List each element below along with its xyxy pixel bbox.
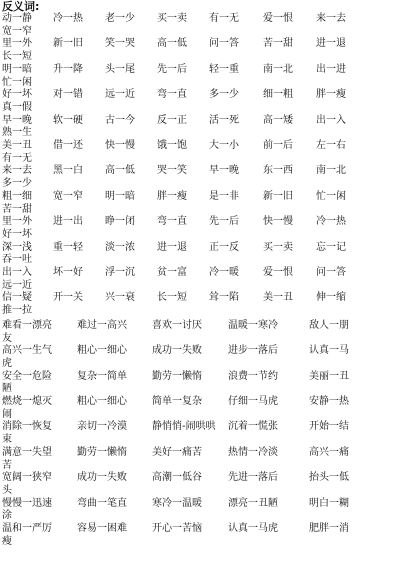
antonym-pair-long: 涂 bbox=[2, 510, 12, 521]
antonym-pair: 美一丑 bbox=[263, 292, 293, 303]
antonym-pair: 重一轻 bbox=[53, 242, 83, 253]
antonym-pair-long: 静悄悄-闹哄哄 bbox=[152, 421, 216, 432]
antonym-pair: 对一错 bbox=[53, 89, 83, 100]
antonym-pair: 明一暗 bbox=[2, 64, 32, 75]
antonym-pair-long: 苦 bbox=[2, 460, 12, 471]
antonym-pair: 弯一直 bbox=[157, 216, 187, 227]
antonym-pair: 先一后 bbox=[157, 64, 187, 75]
antonym-pair: 前一后 bbox=[263, 140, 293, 151]
antonym-pair: 爱一恨 bbox=[263, 13, 293, 24]
antonym-pair-long: 美丽一丑 bbox=[309, 371, 349, 382]
antonym-pair-long: 安全一危险 bbox=[2, 371, 52, 382]
antonym-pair: 买一卖 bbox=[263, 242, 293, 253]
antonym-pair: 贫一富 bbox=[157, 267, 187, 278]
antonym-pair: 里一外 bbox=[2, 216, 32, 227]
antonym-pair: 耸一陷 bbox=[209, 292, 239, 303]
antonym-pair-long: 简单一复杂 bbox=[152, 396, 202, 407]
antonym-pair: 老一少 bbox=[105, 13, 135, 24]
antonym-pair: 大一小 bbox=[209, 140, 239, 151]
antonym-pair-long: 寒冷一温暖 bbox=[152, 498, 202, 509]
antonym-pair: 高一低 bbox=[157, 38, 187, 49]
antonym-pair: 浮一沉 bbox=[105, 267, 135, 278]
antonym-pair: 信一疑 bbox=[2, 292, 32, 303]
page-title: 反义词: bbox=[2, 0, 40, 13]
antonym-pair: 远一近 bbox=[105, 89, 135, 100]
antonym-pair: 细一粗 bbox=[263, 89, 293, 100]
antonym-pair: 苦一甜 bbox=[2, 204, 32, 215]
antonym-pair-long: 粗心一细心 bbox=[77, 396, 127, 407]
antonym-pair-long: 亲切一冷漠 bbox=[77, 421, 127, 432]
antonym-pair: 熟一生 bbox=[2, 127, 32, 138]
antonym-pair: 忙一闲 bbox=[316, 191, 346, 202]
antonym-pair: 问一答 bbox=[209, 38, 239, 49]
antonym-pair: 多一少 bbox=[209, 89, 239, 100]
antonym-pair-long: 漂亮一丑陋 bbox=[228, 498, 278, 509]
antonym-pair: 是一非 bbox=[209, 191, 239, 202]
antonym-pair: 远一近 bbox=[2, 280, 32, 291]
antonym-pair: 出一进 bbox=[316, 64, 346, 75]
antonym-pair-long: 高兴一痛 bbox=[309, 447, 349, 458]
antonym-pair: 爱一恨 bbox=[263, 267, 293, 278]
antonym-pair: 好一坏 bbox=[2, 89, 32, 100]
antonym-pair: 兴一衰 bbox=[105, 292, 135, 303]
antonym-pair: 黑一白 bbox=[53, 165, 83, 176]
antonym-pair: 左一右 bbox=[316, 140, 346, 151]
antonym-pair: 淡一浓 bbox=[105, 242, 135, 253]
antonym-pair: 南一北 bbox=[263, 64, 293, 75]
antonym-pair-long: 难看一漂亮 bbox=[2, 320, 52, 331]
antonym-pair-long: 高兴一生气 bbox=[2, 345, 52, 356]
antonym-pair: 进一退 bbox=[316, 38, 346, 49]
antonym-pair: 粗一细 bbox=[2, 191, 32, 202]
antonym-pair: 明一暗 bbox=[105, 191, 135, 202]
antonym-pair: 快一慢 bbox=[263, 216, 293, 227]
antonym-pair: 早一晚 bbox=[209, 165, 239, 176]
antonym-pair-long: 友 bbox=[2, 333, 12, 344]
antonym-pair-long: 抬头一低 bbox=[309, 472, 349, 483]
antonym-pair: 好一坏 bbox=[2, 229, 32, 240]
antonym-pair-long: 满意一失望 bbox=[2, 447, 52, 458]
antonym-pair-long: 成功一失败 bbox=[152, 345, 202, 356]
antonym-pair: 问一答 bbox=[316, 267, 346, 278]
antonym-pair-long: 敌人一朋 bbox=[309, 320, 349, 331]
antonym-pair: 新一旧 bbox=[53, 38, 83, 49]
antonym-pair-long: 弯曲一笔直 bbox=[77, 498, 127, 509]
antonym-pair: 长一短 bbox=[157, 292, 187, 303]
antonym-pair-long: 复杂一简单 bbox=[77, 371, 127, 382]
antonym-pair: 出一入 bbox=[316, 115, 346, 126]
antonym-pair: 弯一直 bbox=[157, 89, 187, 100]
antonym-pair-long: 燃烧一熄灭 bbox=[2, 396, 52, 407]
antonym-pair: 忘一记 bbox=[316, 242, 346, 253]
antonym-pair-long: 沉着一慌张 bbox=[228, 421, 278, 432]
antonym-pair: 有一无 bbox=[2, 153, 32, 164]
antonym-pair: 借一还 bbox=[53, 140, 83, 151]
antonym-pair-long: 成功一失败 bbox=[77, 472, 127, 483]
antonym-pair-long: 认真一马 bbox=[309, 345, 349, 356]
antonym-pair-long: 宽阔一狭窄 bbox=[2, 472, 52, 483]
antonym-pair: 冷一暖 bbox=[209, 267, 239, 278]
antonym-pair-long: 闹 bbox=[2, 409, 12, 420]
antonym-pair: 南一北 bbox=[316, 165, 346, 176]
antonym-pair-long: 先进一落后 bbox=[228, 472, 278, 483]
antonym-pair: 冷一热 bbox=[53, 13, 83, 24]
antonym-pair-long: 认真一马虎 bbox=[228, 523, 278, 534]
antonym-pair: 早一晚 bbox=[2, 115, 32, 126]
antonym-pair-long: 头 bbox=[2, 485, 12, 496]
antonym-pair-long: 难过一高兴 bbox=[77, 320, 127, 331]
antonym-pair-long: 喜欢一讨厌 bbox=[152, 320, 202, 331]
antonym-pair: 高一矮 bbox=[263, 115, 293, 126]
antonym-pair: 动一静 bbox=[2, 13, 32, 24]
antonym-pair: 长一短 bbox=[2, 51, 32, 62]
antonym-pair: 快一慢 bbox=[105, 140, 135, 151]
antonym-pair: 出一入 bbox=[2, 267, 32, 278]
antonym-pair: 宽一窄 bbox=[2, 26, 32, 37]
antonym-pair: 升一降 bbox=[53, 64, 83, 75]
antonym-pair-long: 美好一痛苦 bbox=[152, 447, 202, 458]
antonym-pair: 冷一热 bbox=[316, 216, 346, 227]
antonym-pair: 美一丑 bbox=[2, 140, 32, 151]
antonym-pair: 睁一闭 bbox=[105, 216, 135, 227]
antonym-pair: 胖一瘦 bbox=[316, 89, 346, 100]
antonym-pair: 来一去 bbox=[2, 165, 32, 176]
antonym-pair: 笑一哭 bbox=[105, 38, 135, 49]
antonym-pair: 苦一甜 bbox=[263, 38, 293, 49]
antonym-pair-long: 安静一热 bbox=[309, 396, 349, 407]
antonym-pair-long: 肥胖一消 bbox=[309, 523, 349, 534]
antonym-pair-long: 进步一落后 bbox=[228, 345, 278, 356]
antonym-pair-long: 高潮一低谷 bbox=[152, 472, 202, 483]
antonym-pair: 来一去 bbox=[316, 13, 346, 24]
antonym-pair-long: 仔细一马虎 bbox=[228, 396, 278, 407]
antonym-pair: 有一无 bbox=[209, 13, 239, 24]
antonym-pair-long: 热情一冷淡 bbox=[228, 447, 278, 458]
antonym-pair: 坏一好 bbox=[53, 267, 83, 278]
antonym-pair: 东一西 bbox=[263, 165, 293, 176]
antonym-pair-long: 勤劳一懒惰 bbox=[152, 371, 202, 382]
antonym-pair: 高一低 bbox=[105, 165, 135, 176]
antonym-pair-long: 消除一恢复 bbox=[2, 421, 52, 432]
antonym-pair-long: 粗心一细心 bbox=[77, 345, 127, 356]
antonym-pair-long: 慢慢一迅速 bbox=[2, 498, 52, 509]
antonym-pair: 开一关 bbox=[53, 292, 83, 303]
antonym-pair: 新一旧 bbox=[263, 191, 293, 202]
antonym-pair-long: 瘦 bbox=[2, 536, 12, 547]
antonym-pair-long: 温暖一寒冷 bbox=[228, 320, 278, 331]
antonym-pair-long: 浪费一节约 bbox=[228, 371, 278, 382]
antonym-pair: 软一硬 bbox=[53, 115, 83, 126]
antonym-pair: 吞一吐 bbox=[2, 254, 32, 265]
antonym-pair-long: 温和一严厉 bbox=[2, 523, 52, 534]
antonym-pair: 里一外 bbox=[2, 38, 32, 49]
antonym-pair: 多一少 bbox=[2, 178, 32, 189]
antonym-pair-long: 勤劳一懒惰 bbox=[77, 447, 127, 458]
antonym-pair: 活一死 bbox=[209, 115, 239, 126]
antonym-pair: 古一今 bbox=[105, 115, 135, 126]
antonym-pair-long: 虎 bbox=[2, 358, 12, 369]
antonym-pair: 轻一重 bbox=[209, 64, 239, 75]
antonym-pair-long: 陋 bbox=[2, 383, 12, 394]
antonym-pair: 深一浅 bbox=[2, 242, 32, 253]
antonym-pair-long: 容易一困难 bbox=[77, 523, 127, 534]
antonym-pair: 正一反 bbox=[209, 242, 239, 253]
antonym-pair-long: 开始一结 bbox=[309, 421, 349, 432]
antonym-pair: 先一后 bbox=[209, 216, 239, 227]
antonym-pair-long: 明白一糊 bbox=[309, 498, 349, 509]
antonym-pair: 饿一饱 bbox=[157, 140, 187, 151]
antonym-pair: 反一正 bbox=[157, 115, 187, 126]
antonym-pair: 宽一窄 bbox=[53, 191, 83, 202]
antonym-pair-long: 开心一苦恼 bbox=[152, 523, 202, 534]
antonym-pair: 进一出 bbox=[53, 216, 83, 227]
antonym-pair: 忙一闲 bbox=[2, 77, 32, 88]
antonym-pair: 胖一瘦 bbox=[157, 191, 187, 202]
antonym-pair: 伸一缩 bbox=[316, 292, 346, 303]
antonym-pair-long: 束 bbox=[2, 434, 12, 445]
antonym-pair: 买一卖 bbox=[157, 13, 187, 24]
antonym-pair: 哭一笑 bbox=[157, 165, 187, 176]
antonym-pair: 头一尾 bbox=[105, 64, 135, 75]
antonym-pair: 进一退 bbox=[157, 242, 187, 253]
antonym-pair: 推一拉 bbox=[2, 305, 32, 316]
antonym-pair: 真一假 bbox=[2, 102, 32, 113]
